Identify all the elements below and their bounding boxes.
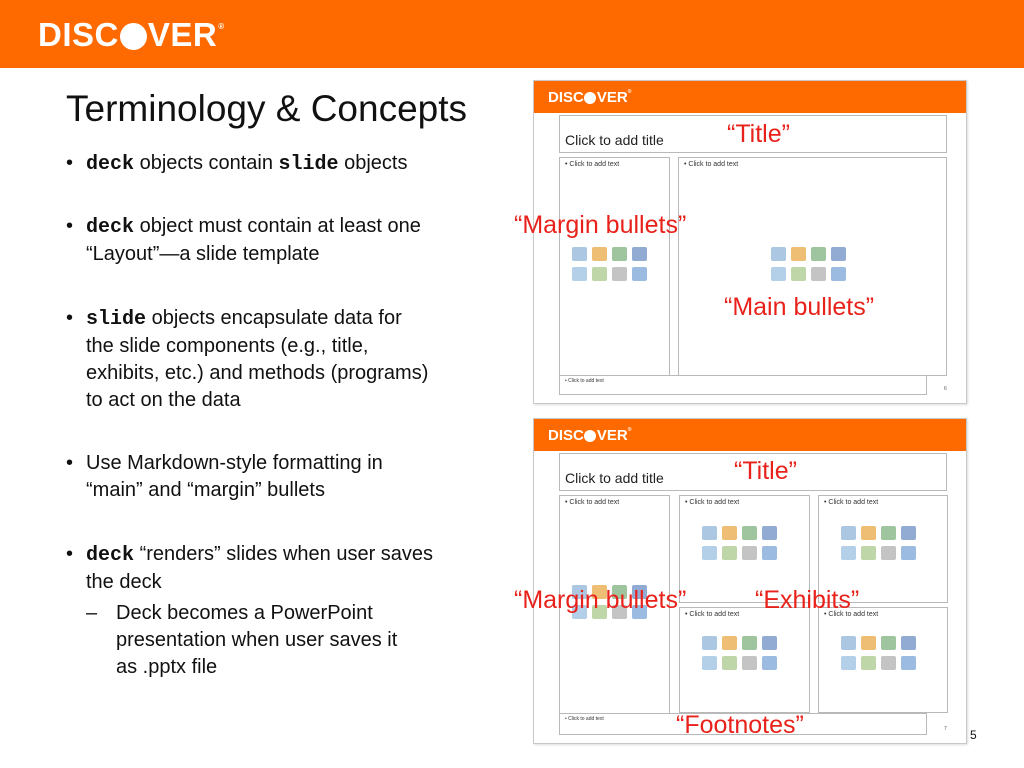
icons-icon[interactable]	[901, 656, 916, 670]
online-picture-icon[interactable]	[861, 656, 876, 670]
smartart-icon[interactable]	[742, 526, 757, 540]
exhibit-placeholder	[818, 607, 948, 713]
table-icon[interactable]	[771, 247, 786, 261]
thumbnail-page-number: 7	[944, 726, 947, 732]
video-icon[interactable]	[742, 546, 757, 560]
bullet-text: presentation when user saves it	[116, 629, 398, 651]
bullet-dot: •	[66, 307, 74, 329]
code-deck: deck	[86, 216, 135, 239]
3d-model-icon[interactable]	[762, 526, 777, 540]
icons-icon[interactable]	[831, 267, 846, 281]
bullet-text: “main” and “margin” bullets	[86, 479, 325, 501]
table-icon[interactable]	[572, 247, 587, 261]
picture-icon[interactable]	[572, 267, 587, 281]
picture-icon[interactable]	[702, 546, 717, 560]
annotation-margin-bullets: “Margin bullets”	[514, 211, 687, 239]
smartart-icon[interactable]	[742, 636, 757, 650]
3d-model-icon[interactable]	[901, 636, 916, 650]
online-picture-icon[interactable]	[722, 546, 737, 560]
bullet-text: as .pptx file	[116, 656, 218, 678]
chart-icon[interactable]	[861, 526, 876, 540]
chart-icon[interactable]	[722, 526, 737, 540]
discover-logo: DISC VER ®	[38, 16, 225, 53]
sub-bullet-item	[86, 600, 486, 681]
table-icon[interactable]	[702, 526, 717, 540]
picture-icon[interactable]	[702, 656, 717, 670]
bullet-text: objects	[338, 152, 408, 174]
main-placeholder	[678, 157, 947, 376]
title-placeholder-text: Click to add title	[565, 132, 664, 148]
bullet-dot: •	[66, 452, 74, 474]
thumbnail-logo: DISC VER ®	[548, 427, 632, 444]
code-slide: slide	[278, 153, 339, 176]
code-deck: deck	[86, 544, 135, 567]
exhibit-placeholder-text: • Click to add text	[824, 499, 879, 506]
video-icon[interactable]	[612, 267, 627, 281]
table-icon[interactable]	[841, 636, 856, 650]
chart-icon[interactable]	[722, 636, 737, 650]
bullet-text: “renders” slides when user saves	[134, 543, 434, 565]
bullet-item	[66, 541, 496, 596]
thumbnail-page-number: 6	[944, 386, 947, 392]
online-picture-icon[interactable]	[722, 656, 737, 670]
picture-icon[interactable]	[841, 546, 856, 560]
bullet-text: the slide components (e.g., title,	[86, 335, 369, 357]
main-placeholder-text: • Click to add text	[684, 161, 739, 168]
margin-placeholder	[559, 157, 670, 376]
footer-placeholder	[559, 375, 927, 395]
exhibit-placeholder-text: • Click to add text	[824, 611, 879, 618]
content-icons	[841, 526, 921, 568]
table-icon[interactable]	[841, 526, 856, 540]
annotation-exhibits: “Exhibits”	[755, 586, 860, 614]
picture-icon[interactable]	[841, 656, 856, 670]
icons-icon[interactable]	[632, 267, 647, 281]
footer-placeholder-text: • Click to add text	[565, 378, 604, 384]
bullet-dot: •	[66, 215, 74, 237]
annotation-margin-bullets: “Margin bullets”	[514, 586, 687, 614]
video-icon[interactable]	[742, 656, 757, 670]
bullet-item	[66, 150, 496, 178]
chart-icon[interactable]	[791, 247, 806, 261]
online-picture-icon[interactable]	[861, 546, 876, 560]
slide-title: Terminology & Concepts	[66, 88, 468, 129]
3d-model-icon[interactable]	[632, 247, 647, 261]
exhibit-placeholder	[679, 607, 810, 713]
exhibit-placeholder-text: • Click to add text	[685, 499, 740, 506]
annotation-title: “Title”	[727, 120, 790, 148]
icons-icon[interactable]	[762, 656, 777, 670]
chart-icon[interactable]	[592, 247, 607, 261]
margin-placeholder-text: • Click to add text	[565, 161, 620, 168]
smartart-icon[interactable]	[881, 526, 896, 540]
bullet-text: objects contain	[134, 152, 279, 174]
annotation-footnotes: “Footnotes”	[676, 711, 804, 739]
icons-icon[interactable]	[901, 546, 916, 560]
smartart-icon[interactable]	[811, 247, 826, 261]
annotation-title: “Title”	[734, 457, 797, 485]
3d-model-icon[interactable]	[901, 526, 916, 540]
content-icons	[841, 636, 921, 678]
code-deck: deck	[86, 153, 135, 176]
bullet-item	[66, 450, 496, 504]
bullet-dot: •	[66, 543, 74, 565]
table-icon[interactable]	[702, 636, 717, 650]
bullet-text: the deck	[86, 571, 162, 593]
content-icons	[572, 247, 652, 289]
online-picture-icon[interactable]	[791, 267, 806, 281]
3d-model-icon[interactable]	[762, 636, 777, 650]
video-icon[interactable]	[881, 546, 896, 560]
exhibit-placeholder-text: • Click to add text	[685, 611, 740, 618]
bullet-text: exhibits, etc.) and methods (programs)	[86, 362, 429, 384]
annotation-main-bullets: “Main bullets”	[724, 293, 875, 321]
sub-bullet-dash: –	[86, 602, 98, 624]
video-icon[interactable]	[811, 267, 826, 281]
icons-icon[interactable]	[762, 546, 777, 560]
bullet-text: object must contain at least one	[134, 215, 421, 237]
page-number: 5	[970, 728, 977, 742]
content-icons	[702, 636, 782, 678]
smartart-icon[interactable]	[612, 247, 627, 261]
bullet-text: Use Markdown-style formatting in	[86, 452, 383, 474]
header-bar	[0, 0, 1024, 68]
bullet-item	[66, 305, 496, 414]
thumbnail-logo: DISC VER ®	[548, 89, 632, 106]
online-picture-icon[interactable]	[592, 267, 607, 281]
bullet-text: Deck becomes a PowerPoint	[116, 602, 373, 624]
chart-icon[interactable]	[861, 636, 876, 650]
bullet-item	[66, 213, 496, 268]
picture-icon[interactable]	[771, 267, 786, 281]
bullet-text: to act on the data	[86, 389, 241, 411]
3d-model-icon[interactable]	[831, 247, 846, 261]
title-placeholder-text: Click to add title	[565, 470, 664, 486]
content-icons	[702, 526, 782, 568]
smartart-icon[interactable]	[881, 636, 896, 650]
margin-placeholder-text: • Click to add text	[565, 499, 620, 506]
footer-placeholder-text: • Click to add text	[565, 716, 604, 722]
bullet-dot: •	[66, 152, 74, 174]
content-icons	[771, 247, 851, 289]
bullet-text: “Layout”—a slide template	[86, 243, 320, 265]
video-icon[interactable]	[881, 656, 896, 670]
code-slide: slide	[86, 308, 147, 331]
bullet-text: objects encapsulate data for	[146, 307, 402, 329]
